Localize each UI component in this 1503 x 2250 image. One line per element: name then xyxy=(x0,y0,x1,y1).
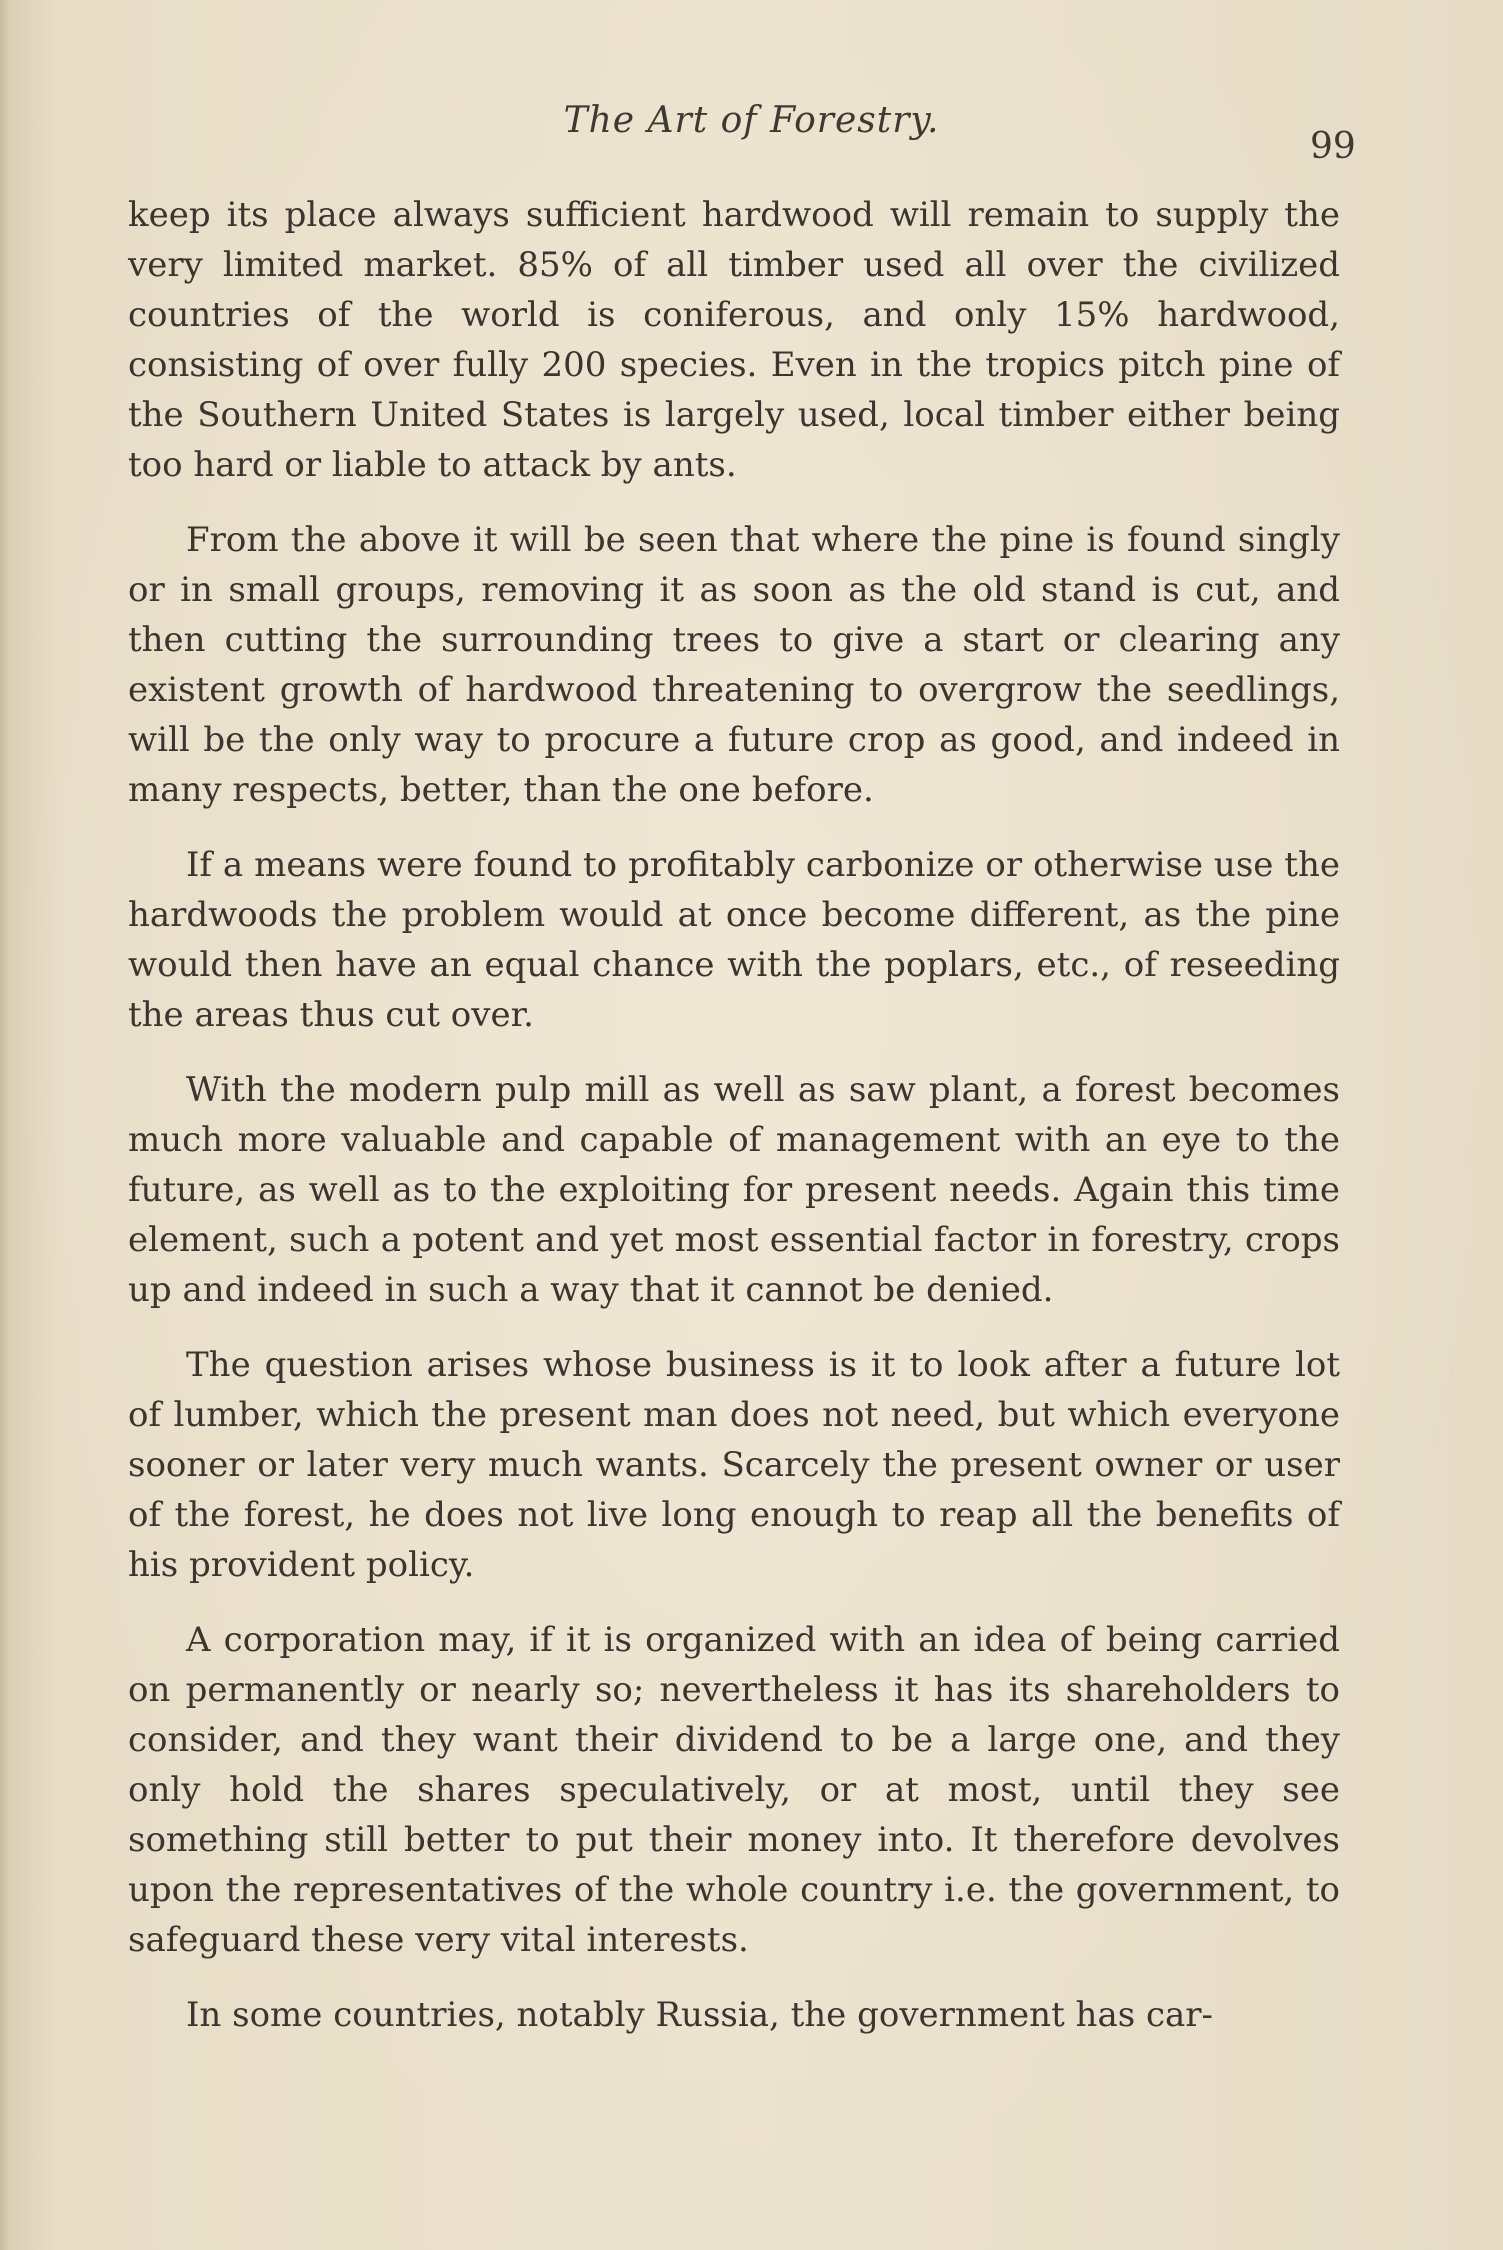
paragraph-2: From the above it will be seen that where the pine is found singly or in small groups, removing it as soon as the old stand is cut, and then cutting the surrounding trees to give a start or clearing any existent growth of hardwood threatening to overgrow the seedlings, will be the only way to procure a future crop as good, and indeed in many respects, better, than the one before. xyxy=(128,520,1340,810)
paragraph-4: With the modern pulp mill as well as saw plant, a forest becomes much more valuable and capable of management with an eye to the future, as well as to the exploiting for present needs. Again this time element, such a potent and yet most essential factor in forestry, crops up and indeed in such a way that it cannot be denied. xyxy=(128,1070,1340,1310)
paragraph-7: In some countries, notably Russia, the government has car- xyxy=(186,1995,1214,2035)
running-head-title: The Art of Forestry. xyxy=(563,100,940,141)
page-number: 99 xyxy=(1310,126,1356,167)
paragraph-5: The question arises whose business is it to look after a future lot of lumber, which the present man does not need, but which everyone sooner or later very much wants. Scarcely the present owner or user of the forest, he does not live long enough to reap all the benefits of his provident policy. xyxy=(128,1345,1340,1585)
page-edge-shadow xyxy=(0,0,10,2250)
paragraph-1: keep its place always sufficient hardwood will remain to supply the very limited market. 85% of all timber used all over the civilized countries of the world is coniferous, and only 15% hardwood, consisting of over fully 200 species. Even in the tropics pitch pine of the Southern United States is largely used, local timber either being too hard or liable to attack by ants. xyxy=(128,195,1340,485)
paragraph-3: If a means were found to profitably carbonize or otherwise use the hardwoods the problem would at once become different, as the pine would then have an equal chance with the poplars, etc., of reseeding the areas thus cut over. xyxy=(128,845,1340,1035)
body-text xyxy=(128,190,1340,2065)
paragraph-6: A corporation may, if it is organized with an idea of being carried on permanently or nearly so; nevertheless it has its shareholders to consider, and they want their dividend to be a large one, and they only hold the shares speculatively, or at most, until they see something still better to put their money into. It therefore devolves upon the representatives of the whole country i.e. the government, to safeguard these very vital interests. xyxy=(128,1620,1340,1960)
